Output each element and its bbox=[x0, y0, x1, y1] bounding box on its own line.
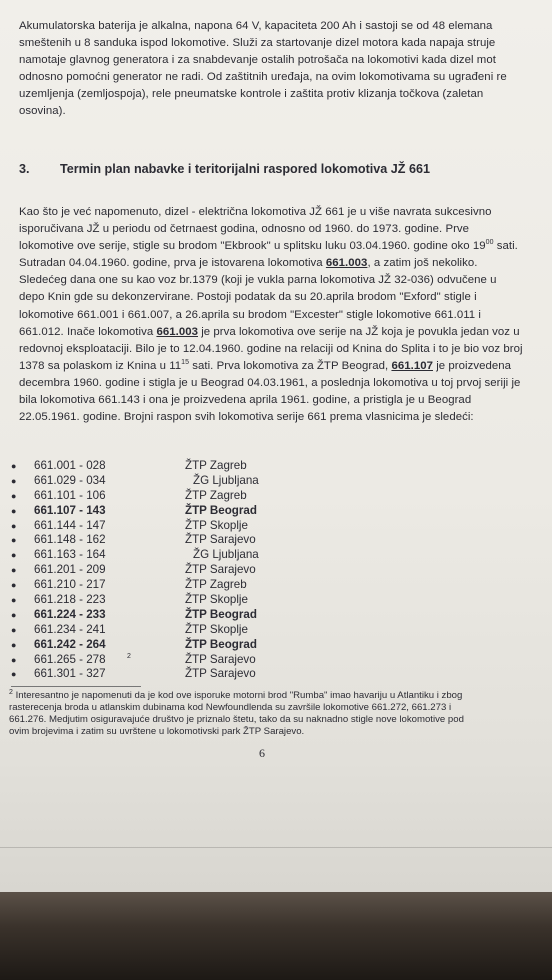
intro-line: Akumulatorska baterija je alkalna, napona 64 V, kapaciteta 200 Ah i sastoji se od 48 elemana bbox=[19, 20, 493, 32]
list-item bbox=[11, 548, 411, 563]
page-number: 6 bbox=[259, 746, 265, 760]
footnote bbox=[9, 690, 552, 738]
owner-name: ŽTP Sarajevo bbox=[185, 652, 256, 666]
intro-line: smeštenih u 8 sanduka ispod lokomotive. Služi za startovanje dizel motora kada napaja struje bbox=[19, 37, 496, 50]
list-item bbox=[11, 533, 411, 548]
footnote-divider bbox=[11, 686, 141, 687]
number-range: 661.234 - 241 bbox=[34, 622, 106, 636]
bullet-icon: ● bbox=[11, 624, 17, 635]
owner-name: ŽTP Zagreb bbox=[185, 578, 247, 592]
body-text: , a zatim još nekoliko. bbox=[367, 257, 478, 270]
bullet-icon: ● bbox=[11, 505, 17, 516]
body-line: redovnoj eksploataciji. Bilo je to 12.04.1960. godine na relaciji od Knina do Splita i to je bio voz broj bbox=[19, 342, 523, 355]
number-range: 661.107 - 143 bbox=[34, 503, 106, 517]
list-item bbox=[11, 578, 411, 593]
bullet-icon: ● bbox=[11, 580, 17, 591]
footnote-marker: 2 bbox=[9, 688, 13, 696]
list-item bbox=[11, 593, 411, 608]
body-text: 661.012. Inače lokomotiva bbox=[19, 325, 157, 338]
body-text: je proizvedena bbox=[432, 359, 511, 372]
loco-number-emphasis: 661.107 bbox=[391, 359, 433, 372]
owner-name: ŽTP Beograd bbox=[185, 503, 257, 517]
body-text: lokomotive ove serije, stigle su brodom "Ekbrook" u splitsku luku 03.04.1960. godine oko 19 bbox=[19, 240, 486, 253]
bullet-icon: ● bbox=[11, 609, 17, 620]
bullet-icon: ● bbox=[11, 565, 17, 576]
footnote-line: ovim brojevima i zatim su uvrštene u lokomotivski park ŽTP Sarajevo. bbox=[9, 726, 305, 737]
body-text: sati. bbox=[493, 240, 518, 253]
section-number: 3. bbox=[19, 162, 30, 176]
list-item bbox=[11, 459, 411, 474]
bullet-icon: ● bbox=[11, 550, 17, 561]
number-range: 661.029 - 034 bbox=[34, 473, 106, 487]
owner-name: ŽG Ljubljana bbox=[193, 548, 259, 562]
body-line: decembra 1960. godine i stigla je u Beograd 04.03.1961, a poslednja lokomotiva u toj prvoj seriji je bbox=[19, 376, 521, 389]
bullet-icon: ● bbox=[11, 639, 17, 650]
owner-name: ŽTP Skoplje bbox=[185, 593, 248, 607]
bullet-icon: ● bbox=[11, 535, 17, 546]
number-range: 661.301 - 327 bbox=[34, 667, 106, 681]
owner-name: ŽG Ljubljana bbox=[193, 473, 259, 487]
list-item bbox=[11, 489, 411, 504]
body-text: sati. Prva lokomotiva za ŽTP Beograd, bbox=[189, 359, 392, 372]
section-title: Termin plan nabavke i teritorijalni raspored lokomotiva JŽ 661 bbox=[60, 162, 430, 176]
body-line: isporučivana JŽ u periodu od četrnaest godina, odnosno od 1960. do 1973. godine. Prve bbox=[19, 223, 470, 236]
list-item bbox=[11, 653, 411, 668]
bullet-icon: ● bbox=[11, 520, 17, 531]
list-item bbox=[11, 519, 411, 534]
body-line: 22.05.1961. godine. Brojni raspon svih lokomotiva serije 661 prema vlasnicima je sledeći: bbox=[19, 411, 474, 424]
body-line bbox=[19, 255, 552, 272]
number-range: 661.001 - 028 bbox=[34, 459, 106, 472]
number-range: 661.242 - 264 bbox=[34, 637, 106, 651]
list-item bbox=[11, 608, 411, 623]
body-text: Sutradan 04.04.1960. godine, prva je istovarena lokomotiva bbox=[19, 257, 326, 270]
number-range: 661.218 - 223 bbox=[34, 593, 106, 607]
footnote-line bbox=[9, 690, 552, 702]
number-range: 661.265 - 278 bbox=[34, 652, 106, 666]
list-item bbox=[11, 474, 411, 489]
body-line: depo Knin gde su dekonzervirane. Postoji podatak da su 20.aprila brodom "Exford" stigle i bbox=[19, 291, 477, 304]
intro-line: uzemljenja (zemljospoja), rele pneumatske kontrole i zaštita protiv klizanja točkova (zaletan bbox=[19, 88, 484, 101]
body-line bbox=[19, 324, 552, 341]
body-line: bila lokomotiva 661.143 i ona je proizvedena aprila 1961. godine, a pristigla je u Beograd bbox=[19, 394, 472, 407]
bullet-icon: ● bbox=[11, 475, 17, 486]
owner-name: ŽTP Skoplje bbox=[185, 622, 248, 636]
time-superscript: 00 bbox=[485, 239, 494, 247]
bullet-icon: ● bbox=[11, 669, 17, 680]
intro-line: osovina). bbox=[19, 105, 66, 118]
background-surface bbox=[0, 892, 552, 980]
page-ruled-line bbox=[0, 847, 552, 848]
loco-number-emphasis: 661.003 bbox=[156, 325, 198, 338]
number-range: 661.144 - 147 bbox=[34, 518, 106, 532]
bullet-icon: ● bbox=[11, 461, 17, 471]
bullet-icon: ● bbox=[11, 654, 17, 665]
footnote-reference: 2 bbox=[127, 652, 131, 660]
owner-name: ŽTP Beograd bbox=[185, 637, 257, 651]
owner-name: ŽTP Skoplje bbox=[185, 518, 248, 532]
body-line: Sledećeg dana one su kao voz br.1379 (koji je vukla parna lokomotiva JŽ 32-036) odvučene u bbox=[19, 274, 497, 287]
body-line: Kao što je već napomenuto, dizel - električna lokomotiva JŽ 661 je u više navrata sukcesivno bbox=[19, 206, 492, 218]
body-text: je prva lokomotiva ove serije na JŽ koja je povukla jedan voz u bbox=[197, 325, 520, 338]
owner-name: ŽTP Zagreb bbox=[185, 459, 247, 472]
list-item bbox=[11, 638, 411, 653]
footnote-text: Interesantno je napomenuti da je kod ove isporuke motorni brod "Rumba" imao havariju u Atlantiku i zbog bbox=[12, 690, 463, 701]
body-line bbox=[19, 238, 552, 255]
body-line: lokomotive 661.001 i 661.007, a 26.aprila su brodom "Excester" stigle lokomotive 661.011 i bbox=[19, 308, 481, 321]
locomotive-range-list bbox=[11, 459, 411, 682]
list-item bbox=[11, 667, 411, 682]
body-text: 1378 sa polaskom iz Knina u 11 bbox=[19, 359, 182, 372]
footnote-line: 661.276. Medjutim osiguravajuće društvo je priznalo štetu, tako da su naknadno stigle nove lokomotive pod bbox=[9, 714, 464, 725]
section-heading bbox=[19, 162, 430, 176]
list-item bbox=[11, 563, 411, 578]
owner-name: ŽTP Zagreb bbox=[185, 488, 247, 502]
intro-line: odnosno pomoćni generator ne radi. Od zaštitnih uređaja, na ovim lokomotivama su ugrađeni re bbox=[19, 71, 507, 84]
number-range: 661.101 - 106 bbox=[34, 488, 106, 502]
loco-number-emphasis: 661.003 bbox=[325, 257, 368, 270]
body-line bbox=[19, 358, 552, 375]
intro-paragraph bbox=[19, 18, 552, 121]
owner-name: ŽTP Sarajevo bbox=[185, 533, 256, 547]
body-paragraph bbox=[19, 204, 552, 426]
intro-line: namotaje glavnog generatora i za snabdevanje ostalih potrošača na lokomotivi kada dizel mot bbox=[19, 54, 496, 67]
time-superscript: 15 bbox=[181, 359, 190, 367]
number-range: 661.210 - 217 bbox=[34, 578, 106, 592]
number-range: 661.201 - 209 bbox=[34, 563, 106, 577]
list-item bbox=[11, 504, 411, 519]
number-range: 661.148 - 162 bbox=[34, 533, 106, 547]
owner-name: ŽTP Beograd bbox=[185, 607, 257, 621]
number-range: 661.163 - 164 bbox=[34, 548, 106, 562]
footnote-line: rasterecenja broda u atlanskim dubinama kod Newfoundlenda su završile lokomotive 661.272, 661.273 i bbox=[9, 702, 452, 713]
bullet-icon: ● bbox=[11, 490, 17, 501]
list-item bbox=[11, 623, 411, 638]
number-range: 661.224 - 233 bbox=[34, 607, 106, 621]
bullet-icon: ● bbox=[11, 595, 17, 606]
owner-name: ŽTP Sarajevo bbox=[185, 667, 256, 681]
owner-name: ŽTP Sarajevo bbox=[185, 563, 256, 577]
